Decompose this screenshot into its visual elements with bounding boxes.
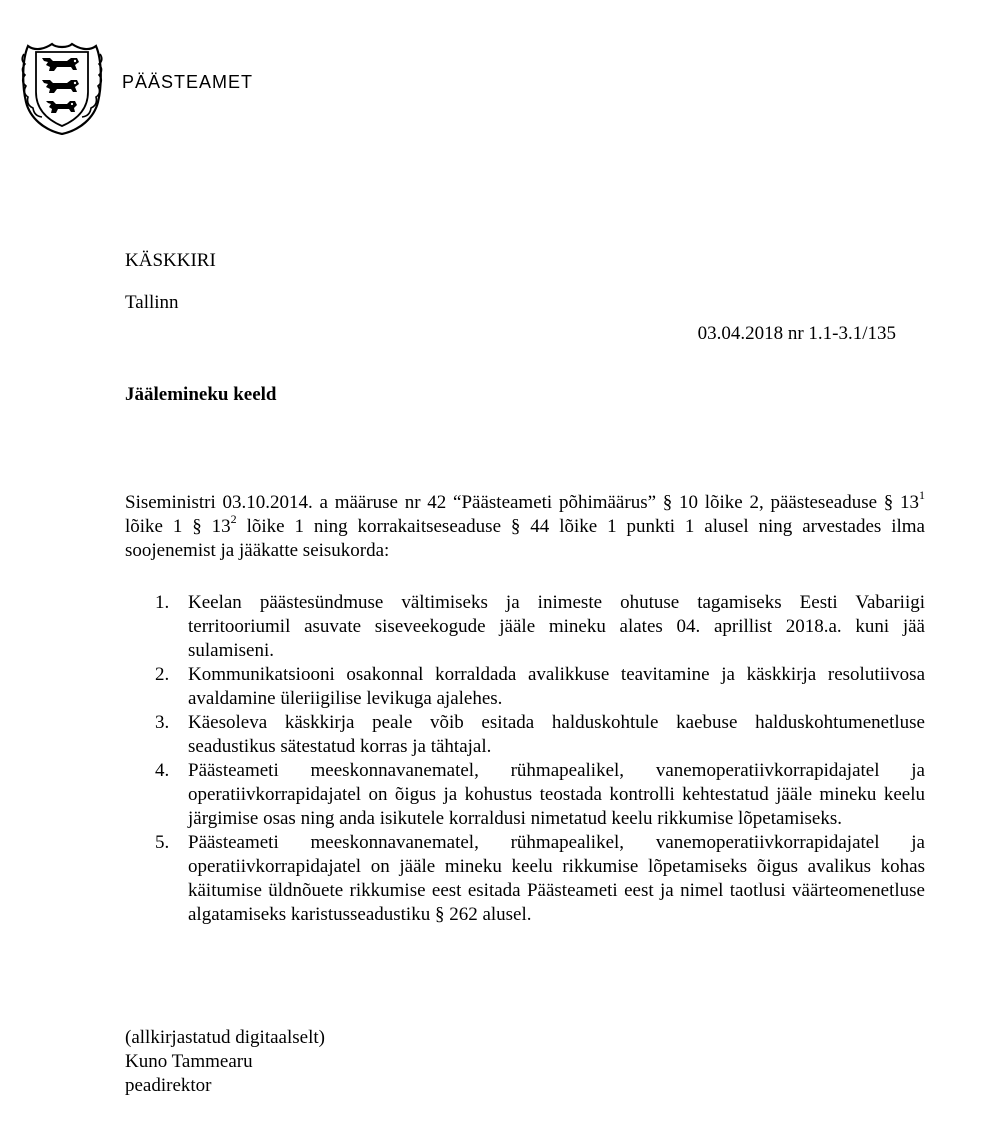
list-item-number: 4. bbox=[155, 760, 170, 781]
agency-name: PÄÄSTEAMET bbox=[122, 72, 254, 92]
list-item-text: Käesoleva käskkirja peale võib esitada halduskohtule kaebuse halduskohtumenetluse seadustikus sätestatud korras ja tähtajal. bbox=[188, 712, 925, 757]
coat-of-arms-icon bbox=[20, 40, 104, 135]
list-item-text: Kommunikatsiooni osakonnal korraldada avalikkuse teavitamine ja käskkirja resolutiivosa avaldamine üleriigilise levikuga ajalehes. bbox=[188, 664, 925, 709]
document-type: KÄSKKIRI bbox=[125, 250, 216, 271]
signature-block bbox=[125, 1026, 325, 1098]
list-item-number: 1. bbox=[155, 592, 170, 613]
list-item-number: 5. bbox=[155, 832, 170, 853]
list-item bbox=[155, 591, 925, 663]
list-item bbox=[155, 663, 925, 711]
document-title: Jäälemineku keeld bbox=[125, 384, 277, 405]
intro-text-3: lõike 1 ning korrakaitseseaduse § 44 lõike 1 punkti 1 alusel ning arvestades ilma soojenemist ja jääkatte seisukorda: bbox=[125, 516, 925, 561]
intro-text-2: lõike 1 § 13 bbox=[125, 492, 935, 537]
list-item-text: Päästeameti meeskonnavanematel, rühmapealikel, vanemoperatiivkorrapidajatel ja operatiivkorrapidajatel on jääle mineku keelu rikkumise lõpetamiseks õigus avalikus kohas käitumise üldnõuete rikkumise eest esitada Päästeameti eest ja nimel taotlusi väärteomenetluse algatamiseks karistusseadustiku § 262 alusel. bbox=[188, 832, 925, 925]
list-item bbox=[155, 831, 925, 927]
signer-name: Kuno Tammearu bbox=[125, 1051, 253, 1072]
document-date-number: 03.04.2018 nr 1.1-3.1/135 bbox=[697, 323, 896, 344]
list-item-number: 3. bbox=[155, 712, 170, 733]
signature-note: (allkirjastatud digitaalselt) bbox=[125, 1027, 325, 1048]
intro-text-1: Siseministri 03.10.2014. a määruse nr 42 “Päästeameti põhimäärus” § 10 lõike 2, päästeseaduse § 13 bbox=[125, 492, 919, 513]
superscript-1: 1 bbox=[919, 487, 925, 502]
list-item-text: Päästeameti meeskonnavanematel, rühmapealikel, vanemoperatiivkorrapidajatel ja operatiivkorrapidajatel on õigus ja kohustus teostada kontrolli kehtestatud jääle mineku keelu järgimise osas ning anda isikutele korraldusi nimetatud keelu rikkumise lõpetamiseks. bbox=[188, 760, 925, 829]
document-place: Tallinn bbox=[125, 292, 179, 313]
list-item bbox=[155, 759, 925, 831]
superscript-2: 2 bbox=[230, 511, 237, 526]
signer-position: peadirektor bbox=[125, 1075, 212, 1096]
list-item-number: 2. bbox=[155, 664, 170, 685]
decision-list bbox=[155, 591, 925, 927]
letterhead bbox=[20, 40, 104, 135]
list-item bbox=[155, 711, 925, 759]
list-item-text: Keelan päästesündmuse vältimiseks ja inimeste ohutuse tagamiseks Eesti Vabariigi territooriumil asuvate siseveekogude jääle mineku alates 04. aprillist 2018.a. kuni jää sulamiseni. bbox=[188, 592, 925, 661]
intro-paragraph bbox=[125, 487, 935, 563]
